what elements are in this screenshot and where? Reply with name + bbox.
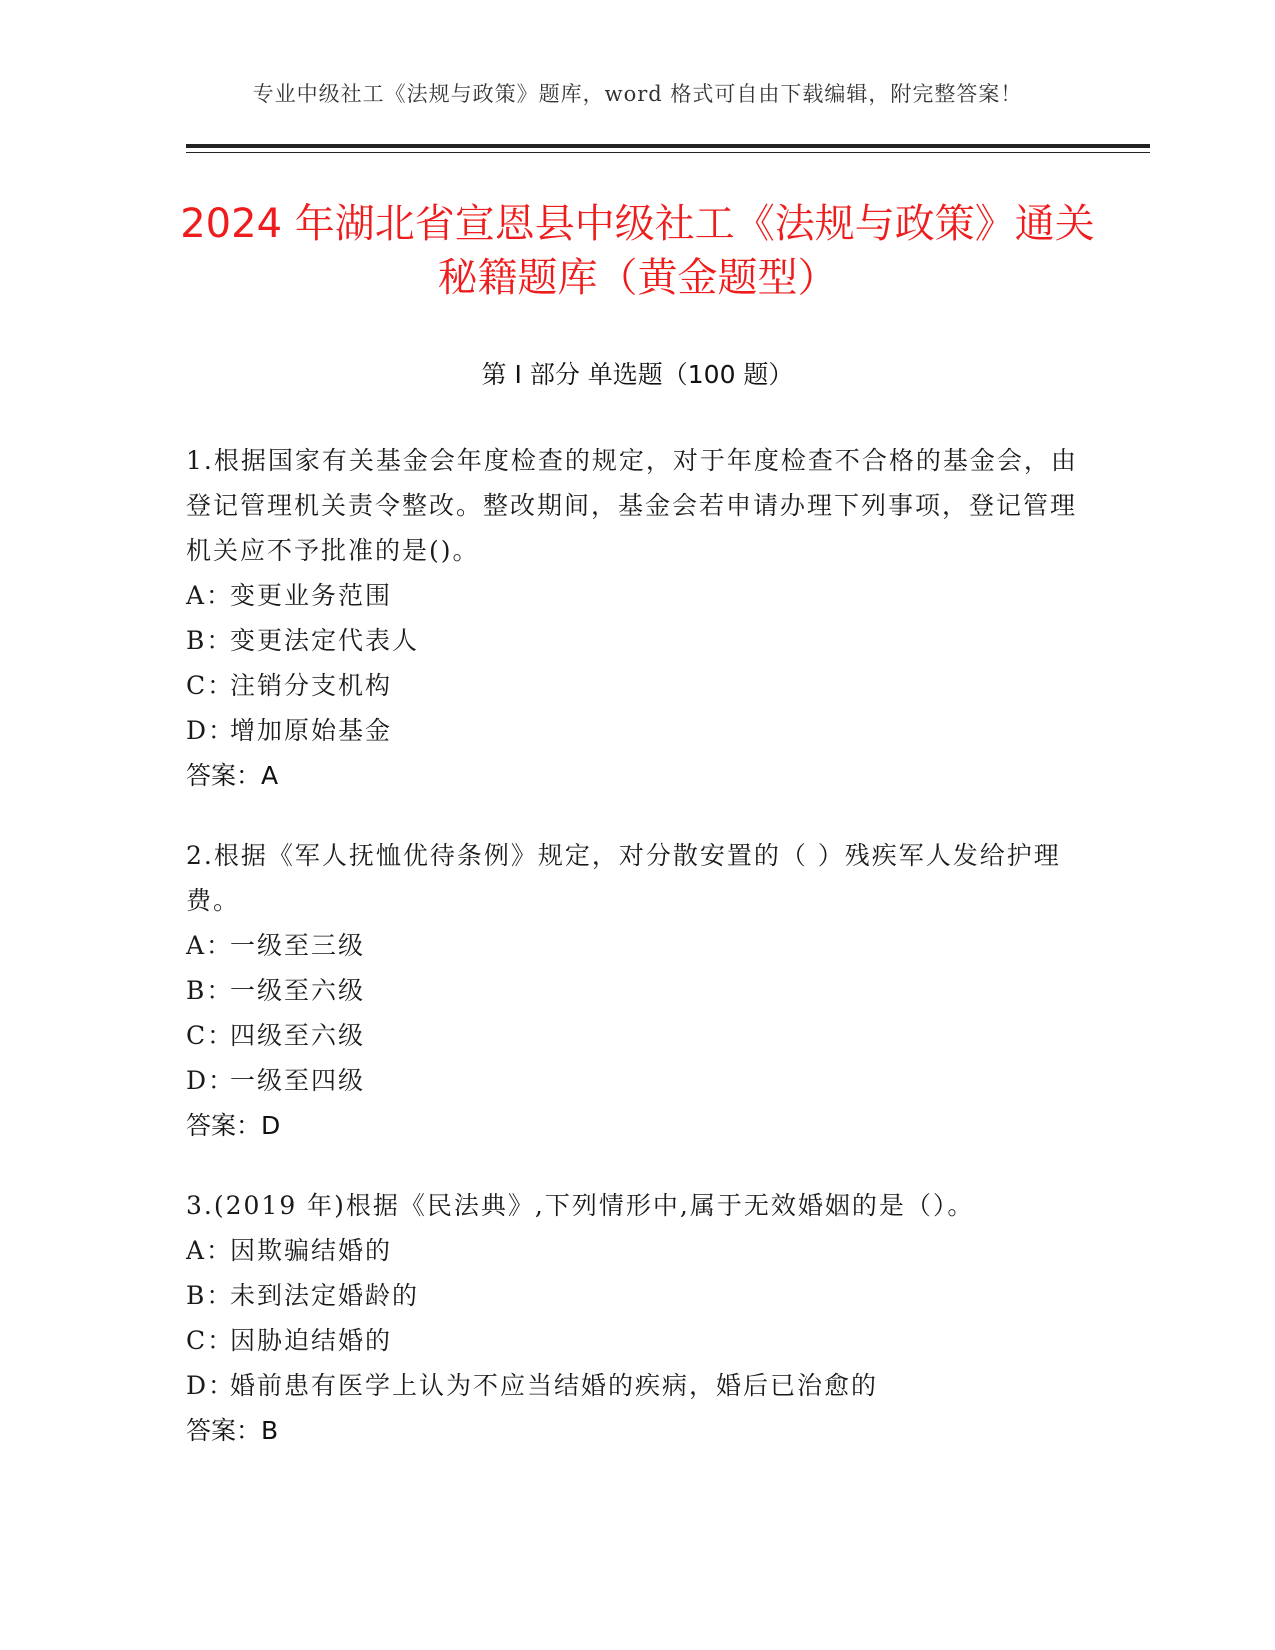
option-text: 一级至六级 (230, 976, 366, 1005)
section-title: 第 I 部分 单选题（100 题） (481, 360, 794, 389)
option-key: A： (186, 581, 234, 610)
option-a (186, 923, 1086, 968)
option-text: 因欺骗结婚的 (230, 1236, 393, 1265)
option-key: D： (186, 1371, 236, 1400)
option-key: C： (186, 671, 235, 700)
option-text: 四级至六级 (230, 1021, 366, 1050)
option-b (186, 1273, 1086, 1318)
option-d (186, 708, 1086, 753)
option-text: 一级至三级 (230, 931, 366, 960)
header-divider-thick (186, 144, 1150, 148)
option-c (186, 1318, 1086, 1363)
question-3 (186, 1183, 1086, 1453)
option-d (186, 1363, 1086, 1408)
option-c (186, 1013, 1086, 1058)
question-2 (186, 833, 1086, 1148)
option-key: B： (186, 626, 234, 655)
option-key: C： (186, 1021, 235, 1050)
question-list (186, 438, 1086, 1488)
option-key: D： (186, 1066, 236, 1095)
option-d (186, 1058, 1086, 1103)
option-b (186, 968, 1086, 1013)
option-a (186, 1228, 1086, 1273)
document-title: 2024 年湖北省宣恩县中级社工《法规与政策》通关秘籍题库（黄金题型） (180, 201, 1095, 301)
answer-label: 答案：B (186, 1416, 279, 1445)
option-text: 婚前患有医学上认为不应当结婚的疾病，婚后已治愈的 (230, 1371, 879, 1400)
option-text: 一级至四级 (230, 1066, 366, 1095)
option-text: 变更业务范围 (230, 581, 393, 610)
option-key: B： (186, 976, 234, 1005)
option-key: B： (186, 1281, 234, 1310)
option-text: 变更法定代表人 (230, 626, 420, 655)
question-stem: 2.根据《军人抚恤优待条例》规定，对分散安置的（ ）残疾军人发给护理费。 (186, 841, 1061, 915)
question-stem: 1.根据国家有关基金会年度检查的规定，对于年度检查不合格的基金会，由登记管理机关责令整改。整改期间，基金会若申请办理下列事项，登记管理机关应不予批准的是()。 (186, 446, 1078, 565)
header-divider-thin (186, 152, 1150, 153)
option-text: 注销分支机构 (230, 671, 393, 700)
option-text: 因胁迫结婚的 (230, 1326, 393, 1355)
answer-label: 答案：A (186, 761, 279, 790)
option-text: 增加原始基金 (230, 716, 393, 745)
option-key: A： (186, 931, 234, 960)
option-a (186, 573, 1086, 618)
header-note: 专业中级社工《法规与政策》题库，word 格式可自由下载编辑，附完整答案！ (252, 82, 1023, 106)
option-b (186, 618, 1086, 663)
answer-label: 答案：D (186, 1111, 281, 1140)
option-text: 未到法定婚龄的 (230, 1281, 420, 1310)
question-stem: 3.(2019 年)根据《民法典》,下列情形中,属于无效婚姻的是（）。 (186, 1191, 975, 1220)
option-key: C： (186, 1326, 235, 1355)
option-key: A： (186, 1236, 234, 1265)
question-1 (186, 438, 1086, 798)
option-key: D： (186, 716, 236, 745)
option-c (186, 663, 1086, 708)
